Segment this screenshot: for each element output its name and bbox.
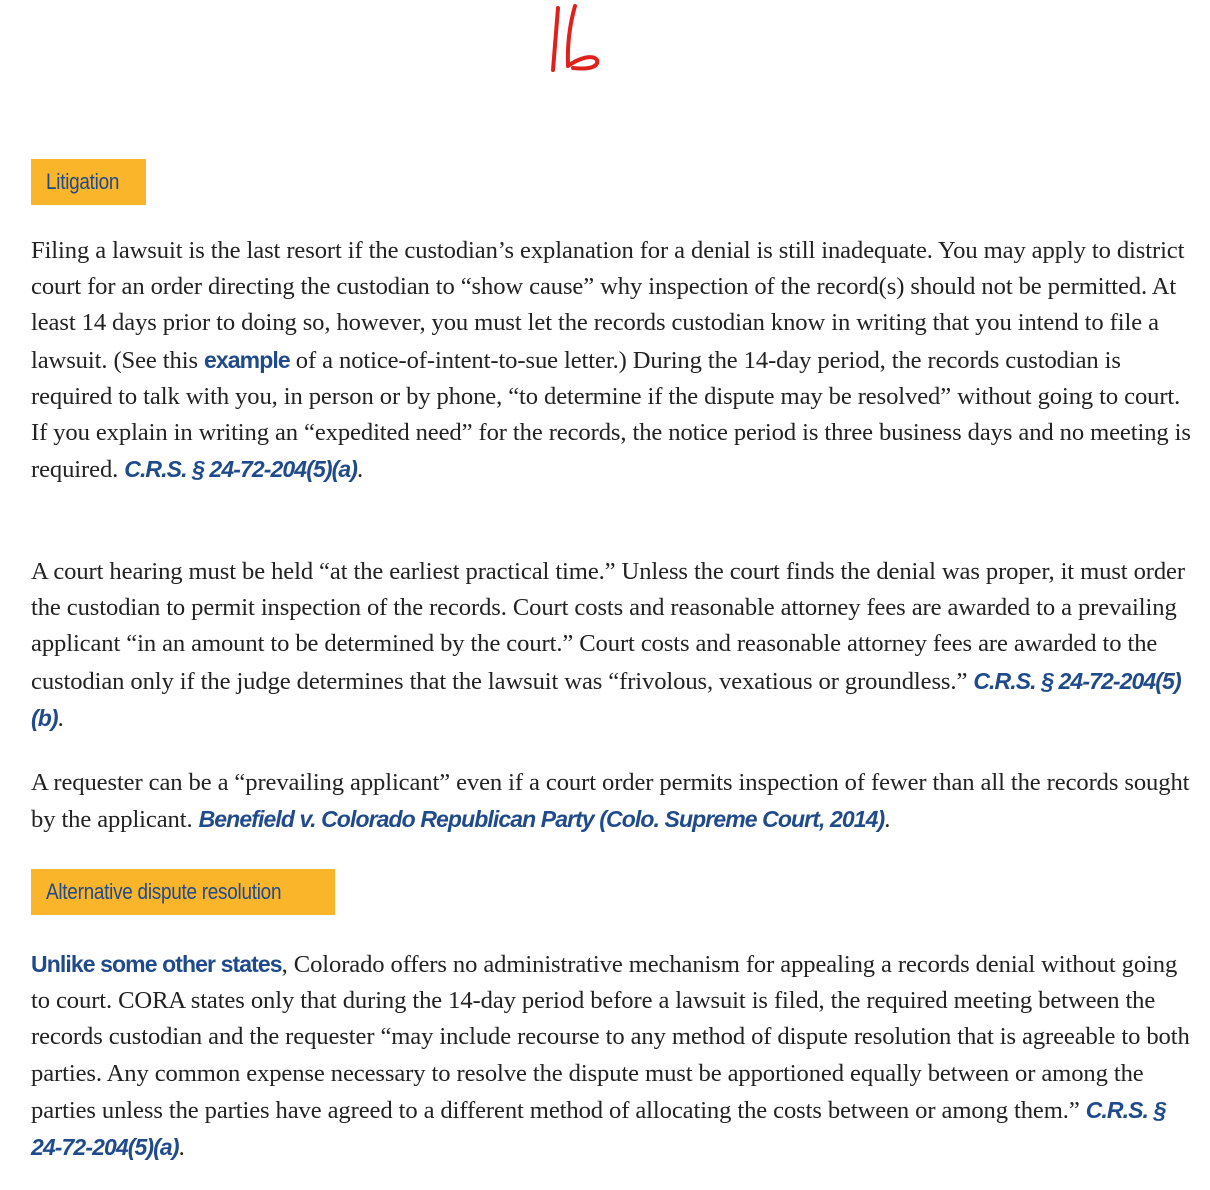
statute-link[interactable]: C.R.S. § 24-72-204(5)(a) xyxy=(31,1096,1166,1161)
litigation-paragraph-1: Filing a lawsuit is the last resort if the custodian’s explanation for a denial is still inadequate. You may apply to district court for an order directing the custodian to “show cause” why inspection of the record(s) should not be permitted. At least 14 days prior to doing so, however, you must let the records custodian know in writing that you intend to file a lawsuit. (See this example of a notice-of-intent-to-sue letter.) During the 14-day period, the records custodian is required to talk with you, in person or by phone, “to determine if the dispute may be resolved” without going to court. If you explain in writing an “expedited need” for the records, the notice period is three business days and no meeting is required. C.R.S. § 24-72-204(5)(a). xyxy=(31,237,1191,484)
statute-link[interactable]: C.R.S. § 24-72-204(5)(a) xyxy=(124,456,358,483)
handwritten-page-number xyxy=(549,0,609,80)
case-link[interactable]: Benefield v. Colorado Republican Party (Colo. Supreme Court, 2014) xyxy=(198,806,885,833)
other-states-link[interactable]: Unlike some other states xyxy=(31,951,282,977)
litigation-paragraph-2: A court hearing must be held “at the earliest practical time.” Unless the court finds the denial was proper, it must order the custodian to permit inspection of the records. Court costs and reasonable attorney fees are awarded to a prevailing applicant “in an amount to be determined by the court.” Court costs and reasonable attorney fees are awarded to the custodian only if the judge determines that the lawsuit was “frivolous, vexatious or groundless.” C.R.S. § 24-72-204(5)(b). xyxy=(31,558,1185,732)
statute-link[interactable]: C.R.S. § 24-72-204(5)(b) xyxy=(31,667,1181,731)
example-link[interactable]: example xyxy=(203,346,290,373)
section-label-litigation: Litigation xyxy=(31,159,146,205)
section-label-adr: Alternative dispute resolution xyxy=(31,869,335,915)
adr-paragraph: Unlike some other states, Colorado offers no administrative mechanism for appealing a records denial without going to court. CORA states only that during the 14-day period before a lawsuit is filed, the required meeting between the records custodian and the requester “may include recourse to any method of dispute resolution that is agreeable to both parties. Any common expense necessary to resolve the dispute must be apportioned equally between or among the parties unless the parties have agreed to a different method of allocating the costs between or among them.” C.R.S. § 24-72-204(5)(a). xyxy=(31,951,1190,1162)
litigation-paragraph-3: A requester can be a “prevailing applicant” even if a court order permits inspection of fewer than all the records sought by the applicant. Benefield v. Colorado Republican Party (Colo. Supreme Court, 2014). xyxy=(31,769,1190,834)
